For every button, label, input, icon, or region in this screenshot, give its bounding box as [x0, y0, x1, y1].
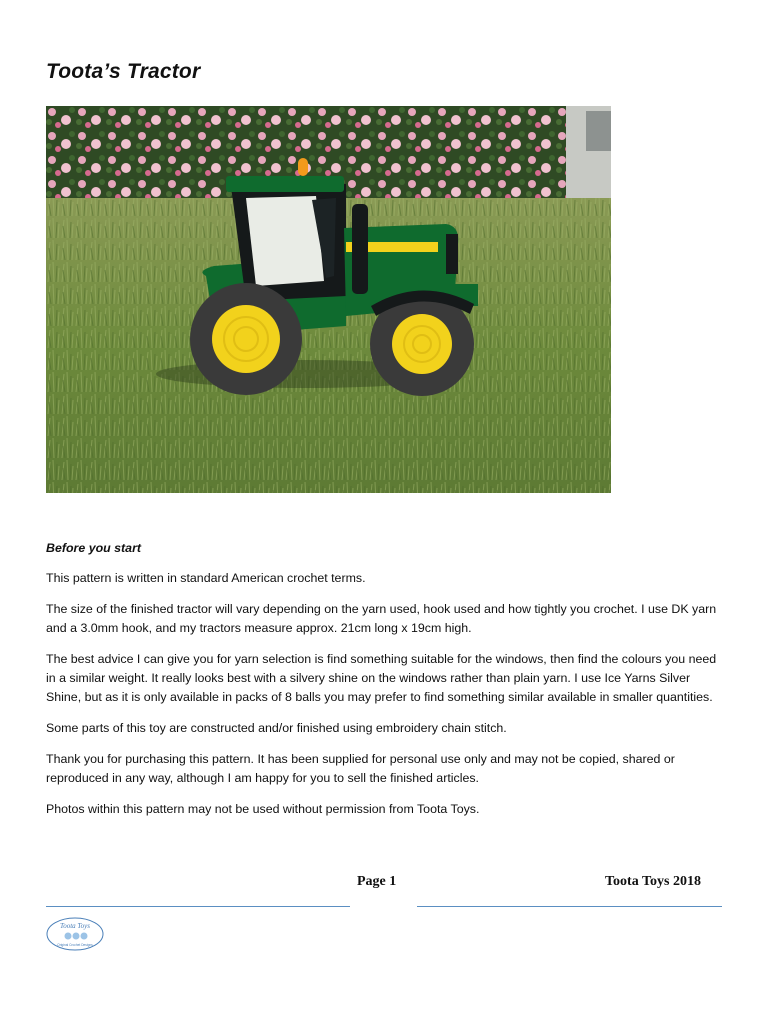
- paragraph: Photos within this pattern may not be used without permission from Toota Toys.: [46, 802, 480, 816]
- tractor-photo: [46, 106, 611, 493]
- footer-rule-right: [417, 906, 722, 907]
- intro-section: [46, 539, 726, 831]
- paragraph: Thank you for purchasing this pattern. It has been supplied for personal use only and may not be copied, shared or reproduced in any way, although I am happy for you to sell the finished articles.: [46, 752, 675, 785]
- paragraph: This pattern is written in standard American crochet terms.: [46, 571, 366, 585]
- paragraph: The best advice I can give you for yarn selection is find something suitable for the windows, then find the colours you need in a similar weight. It really looks best with a silvery shine on the windows rather than plain yarn. I use Ice Yarns Silver Shine, but as it is only available in packs of 8 balls you may prefer to find something similar available in smaller quantities.: [46, 652, 717, 704]
- paragraph: The size of the finished tractor will vary depending on the yarn used, hook used and how tightly you crochet. I use DK yarn and a 3.0mm hook, and my tractors measure approx. 21cm long x 19cm high.: [46, 602, 717, 635]
- footer-brand: Toota Toys 2018: [605, 874, 701, 889]
- footer-rule-left: [46, 906, 350, 907]
- section-heading: Before you start: [46, 541, 142, 555]
- page-number: Page 1: [357, 874, 397, 889]
- document-title: Toota’s Tractor: [46, 60, 201, 83]
- svg-text:Original Crochet Designs: Original Crochet Designs: [57, 943, 93, 947]
- paragraph: Some parts of this toy are constructed and/or finished using embroidery chain stitch.: [46, 721, 507, 735]
- svg-text:Toota Toys: Toota Toys: [59, 922, 91, 930]
- toota-toys-logo: [46, 916, 104, 952]
